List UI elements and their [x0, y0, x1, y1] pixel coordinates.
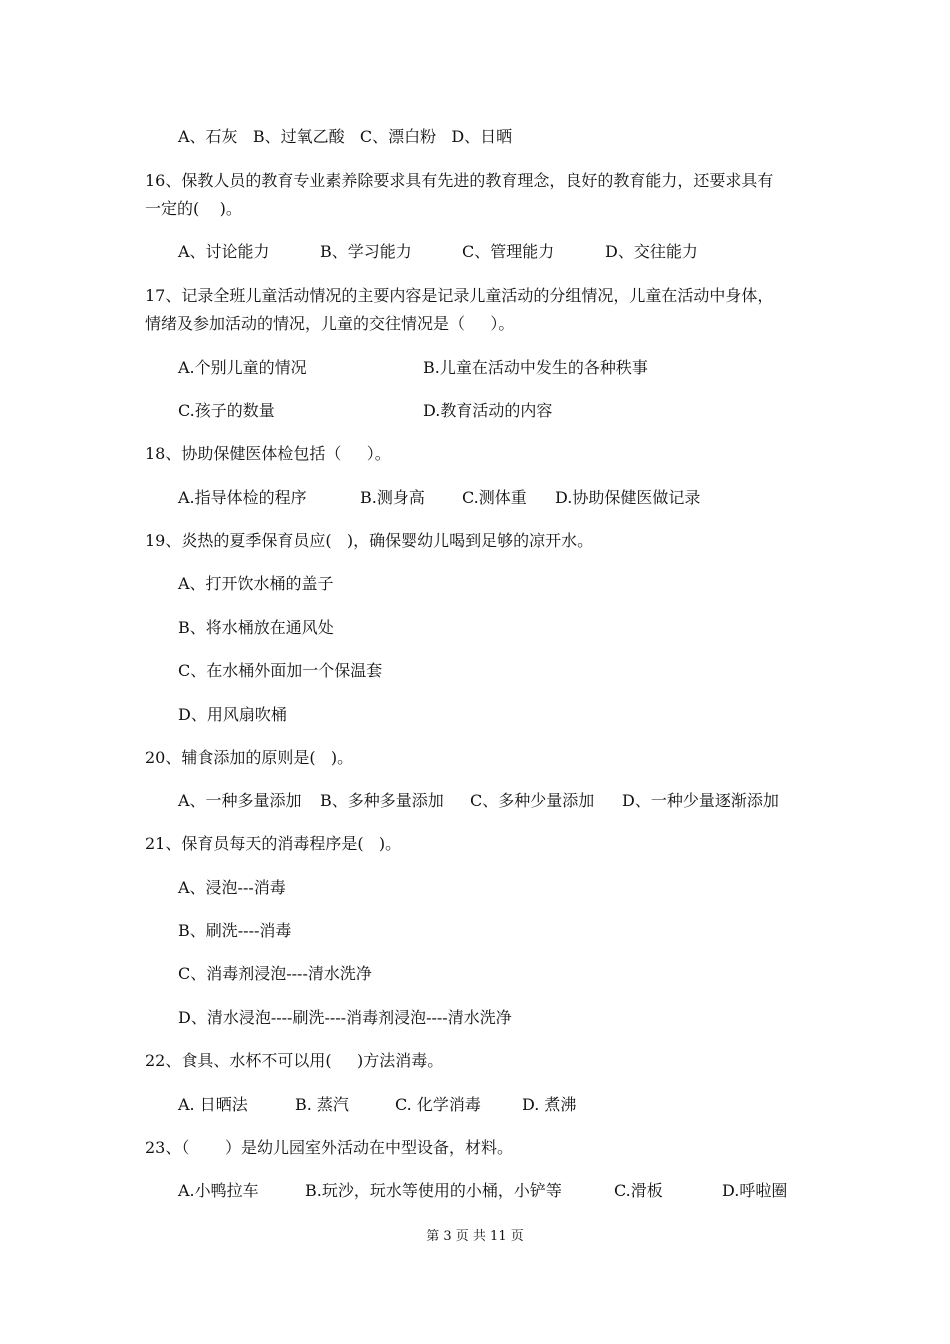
q23-option-c: C.滑板 — [614, 1181, 663, 1200]
q17-text-line2: 情绪及参加活动的情况，儿童的交往情况是（ ）。 — [145, 314, 515, 333]
q16-option-b: B、学习能力 — [320, 242, 412, 261]
q22-option-c: C. 化学消毒 — [395, 1095, 481, 1114]
q22-option-d: D. 煮沸 — [522, 1095, 577, 1114]
q21-option-c: C、消毒剂浸泡----清水洗净 — [178, 964, 372, 983]
q21-option-a: A、浸泡---消毒 — [178, 878, 286, 897]
q22-text: 22、食具、水杯不可以用( )方法消毒。 — [145, 1051, 444, 1070]
q23-text: 23、（ ）是幼儿园室外活动在中型设备，材料。 — [145, 1138, 513, 1157]
q21-text: 21、保育员每天的消毒程序是( )。 — [145, 834, 402, 853]
q22-option-b: B. 蒸汽 — [295, 1095, 349, 1114]
q18-option-a: A.指导体检的程序 — [178, 488, 307, 507]
q16-option-d: D、交往能力 — [605, 242, 698, 261]
q20-text: 20、辅食添加的原则是( )。 — [145, 748, 354, 767]
q20-option-c: C、多种少量添加 — [470, 791, 595, 810]
q18-option-d: D.协助保健医做记录 — [555, 488, 701, 507]
q20-option-d: D、一种少量逐渐添加 — [622, 791, 779, 810]
q21-option-b: B、刷洗----消毒 — [178, 921, 292, 940]
q19-option-b: B、将水桶放在通风处 — [178, 618, 334, 637]
q19-option-a: A、打开饮水桶的盖子 — [178, 574, 334, 593]
q19-option-d: D、用风扇吹桶 — [178, 705, 287, 724]
q19-text: 19、炎热的夏季保育员应( )，确保婴幼儿喝到足够的凉开水。 — [145, 531, 594, 550]
q16-option-a: A、讨论能力 — [178, 242, 270, 261]
q16-option-c: C、管理能力 — [462, 242, 555, 261]
q17-option-d: D.教育活动的内容 — [423, 401, 553, 420]
q18-option-b: B.测身高 — [360, 488, 425, 507]
q23-option-d: D.呼啦圈 — [722, 1181, 788, 1200]
q20-option-b: B、多种多量添加 — [320, 791, 444, 810]
q20-option-a: A、一种多量添加 — [178, 791, 302, 810]
q17-option-a: A.个别儿童的情况 — [178, 358, 307, 377]
q23-option-a: A.小鸭拉车 — [178, 1181, 259, 1200]
q21-option-d: D、清水浸泡----刷洗----消毒剂浸泡----清水洗净 — [178, 1008, 512, 1027]
q16-text-line1: 16、保教人员的教育专业素养除要求具有先进的教育理念，良好的教育能力，还要求具有 — [145, 171, 774, 190]
q18-option-c: C.测体重 — [462, 488, 527, 507]
q15-options: A、石灰 B、过氧乙酸 C、漂白粉 D、日晒 — [178, 127, 513, 146]
q17-text-line1: 17、记录全班儿童活动情况的主要内容是记录儿童活动的分组情况，儿童在活动中身体， — [145, 286, 774, 305]
q18-text: 18、协助保健医体检包括（ ）。 — [145, 444, 391, 463]
q22-option-a: A. 日晒法 — [178, 1095, 248, 1114]
q19-option-c: C、在水桶外面加一个保温套 — [178, 661, 383, 680]
q17-option-c: C.孩子的数量 — [178, 401, 275, 420]
q17-option-b: B.儿童在活动中发生的各种秩事 — [423, 358, 648, 377]
q16-text-line2: 一定的( )。 — [145, 199, 242, 218]
page-footer: 第 3 页 共 11 页 — [426, 1229, 524, 1244]
q23-option-b: B.玩沙，玩水等使用的小桶，小铲等 — [305, 1181, 562, 1200]
